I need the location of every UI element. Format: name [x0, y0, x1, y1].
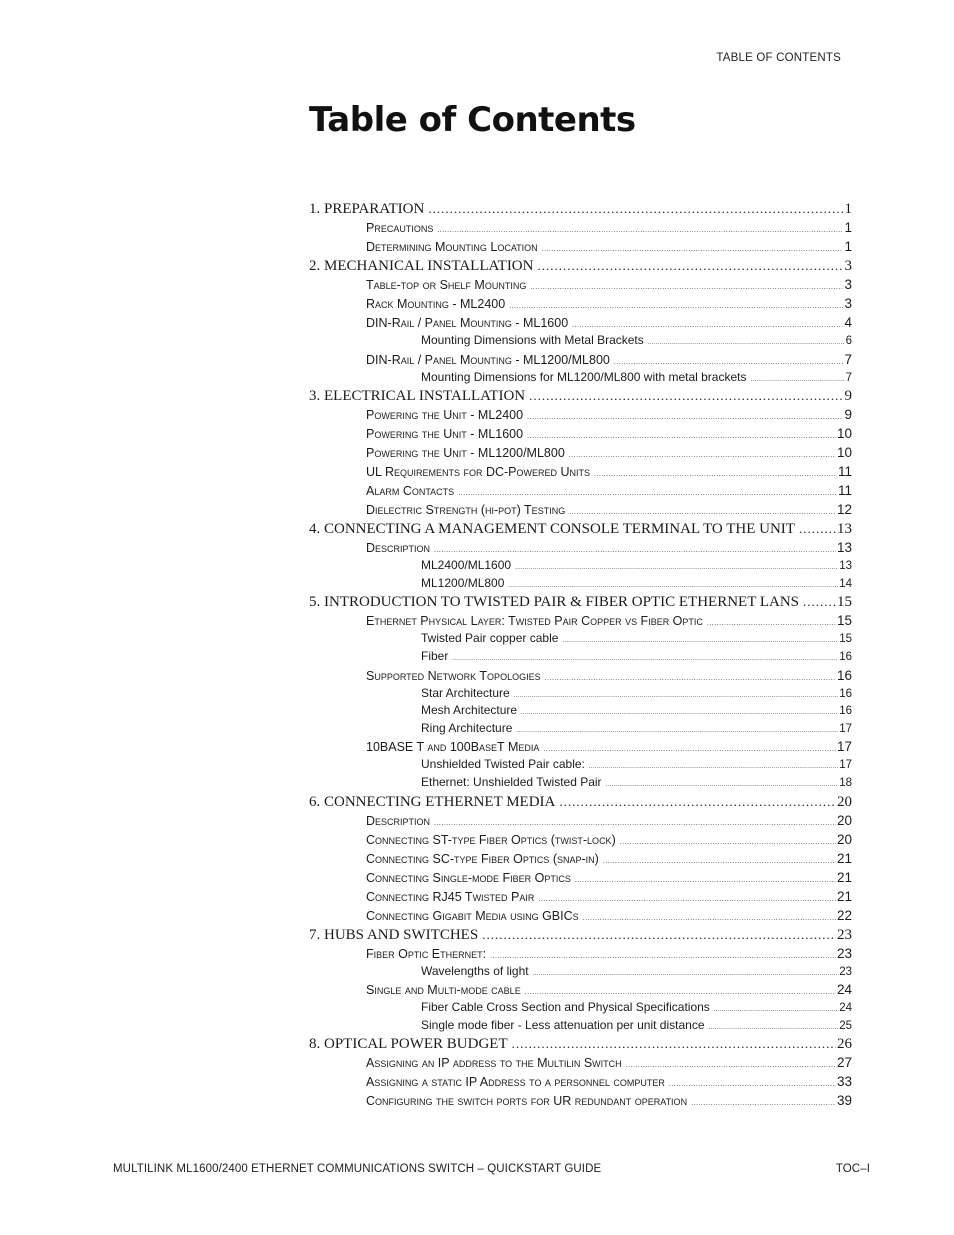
toc-dot-leader [538, 890, 836, 906]
toc-entry-label: Mounting Dimensions for ML1200/ML800 with metal brackets [421, 369, 747, 384]
toc-entry-label: Ring Architecture [421, 720, 513, 735]
toc-entry-page-number: 39 [836, 1093, 852, 1109]
toc-entry-label: Description [366, 813, 431, 828]
toc-entry-page-number: 33 [836, 1074, 852, 1090]
toc-dot-leader [428, 199, 843, 218]
toc-entry-level-3[interactable] [309, 702, 852, 720]
toc-dot-leader [803, 592, 836, 611]
toc-entry-page-number: 7 [844, 351, 852, 367]
toc-dot-leader [434, 814, 836, 830]
toc-dot-leader [509, 297, 843, 313]
toc-entry-page-number: 16 [839, 705, 852, 718]
toc-entry-label: Determining Mounting Location [366, 240, 538, 254]
toc-entry-page-number: 15 [839, 633, 852, 646]
toc-entry-page-number: 11 [837, 464, 852, 480]
toc-entry-label: 6. CONNECTING ETHERNET MEDIA [309, 793, 556, 810]
toc-entry-label: Rack Mounting - ML2400 [366, 297, 506, 311]
toc-entry-level-1[interactable] [309, 199, 852, 218]
toc-entry-page-number: 9 [844, 407, 852, 423]
toc-dot-leader [648, 335, 845, 350]
toc-entry-label: 4. CONNECTING A MANAGEMENT CONSOLE TERMINAL TO THE UNIT [309, 521, 795, 538]
toc-entry-level-2[interactable] [309, 294, 852, 313]
toc-entry-label: ML2400/ML1600 [421, 558, 512, 573]
toc-entry-page-number: 23 [836, 945, 852, 961]
toc-entry-page-number: 13 [839, 560, 852, 573]
toc-entry-level-2[interactable] [309, 830, 852, 849]
toc-entry-label: Fiber Cable Cross Section and Physical Specifications [421, 1000, 710, 1015]
toc-entry-label: Connecting RJ45 Twisted Pair [366, 889, 535, 904]
toc-entry-level-3[interactable] [309, 999, 852, 1017]
toc-dot-leader [514, 688, 838, 703]
toc-entry-level-2[interactable] [309, 275, 852, 294]
toc-entry-page-number: 22 [836, 907, 852, 923]
toc-entry-label: DIN-Rail / Panel Mounting - ML1600 [366, 316, 569, 330]
toc-entry-level-1[interactable] [309, 256, 852, 275]
toc-entry-label: Supported Network Topologies [366, 668, 541, 683]
toc-entry-label: ML1200/ML800 [421, 575, 505, 590]
toc-dot-leader [542, 240, 844, 256]
toc-entry-page-number: 17 [836, 739, 852, 755]
toc-entry-label: 1. PREPARATION [309, 201, 425, 217]
toc-entry-label: Wavelengths of light [421, 963, 529, 978]
toc-entry-label: UL Requirements for DC-Powered Units [366, 465, 591, 480]
toc-entry-label: Ethernet: Unshielded Twisted Pair [421, 774, 602, 789]
toc-dot-leader [525, 983, 836, 999]
toc-dot-leader [620, 833, 836, 849]
toc-entry-page-number: 23 [837, 926, 852, 943]
toc-entry-page-number: 21 [836, 869, 852, 885]
toc-entry-label: Fiber [421, 648, 449, 663]
toc-entry-label: Assigning a static IP Address to a personnel computer [366, 1075, 665, 1090]
toc-entry-page-number: 11 [837, 483, 852, 499]
toc-entry-level-3[interactable] [309, 774, 852, 792]
toc-dot-leader [589, 759, 838, 774]
toc-entry-level-2[interactable] [309, 1091, 852, 1110]
toc-entry-label: Connecting Single-mode Fiber Optics [366, 870, 571, 885]
footer-document-title: MULTILINK ML1600/2400 ETHERNET COMMUNICATIONS SWITCH – QUICKSTART GUIDE [113, 1163, 602, 1175]
toc-entry-page-number: 20 [836, 812, 852, 828]
toc-entry-label: Unshielded Twisted Pair cable: [421, 757, 585, 772]
toc-entry-level-2[interactable] [309, 980, 852, 999]
toc-entry-label: 7. HUBS AND SWITCHES [309, 926, 479, 943]
toc-entry-label: Twisted Pair copper cable [421, 631, 559, 646]
toc-dot-leader [569, 446, 836, 462]
table-of-contents [309, 199, 852, 1110]
toc-entry-level-2[interactable] [309, 405, 852, 424]
toc-dot-leader [559, 792, 836, 811]
toc-dot-leader [458, 484, 837, 500]
toc-entry-level-2[interactable] [309, 666, 852, 685]
toc-entry-label: Powering the Unit - ML1600 [366, 427, 524, 442]
toc-dot-leader [575, 871, 836, 887]
toc-entry-level-3[interactable] [309, 630, 852, 648]
toc-entry-page-number: 24 [839, 1002, 852, 1015]
toc-entry-page-number: 3 [844, 277, 852, 292]
toc-entry-page-number: 20 [836, 831, 852, 847]
toc-dot-leader [545, 669, 836, 685]
toc-entry-page-number: 9 [844, 388, 852, 405]
toc-dot-leader [530, 278, 843, 294]
page-title: Table of Contents [309, 100, 636, 140]
toc-entry-page-number: 6 [845, 335, 852, 347]
toc-entry-label: 3. ELECTRICAL INSTALLATION [309, 388, 526, 405]
toc-entry-label: 2. MECHANICAL INSTALLATION [309, 258, 534, 274]
toc-entry-page-number: 1 [844, 201, 852, 217]
toc-entry-label: Powering the Unit - ML2400 [366, 408, 524, 423]
toc-entry-page-number: 21 [836, 888, 852, 904]
toc-dot-leader [533, 966, 839, 981]
toc-entry-level-3[interactable] [309, 575, 852, 593]
toc-entry-page-number: 16 [839, 687, 852, 700]
toc-entry-label: Alarm Contacts [366, 484, 455, 499]
toc-entry-label: Mounting Dimensions with Metal Brackets [421, 333, 644, 347]
toc-entry-label: Connecting SC-type Fiber Optics (snap-in) [366, 851, 599, 866]
toc-entry-level-2[interactable] [309, 424, 852, 443]
running-header: TABLE OF CONTENTS [716, 52, 841, 64]
toc-entry-page-number: 7 [845, 371, 852, 384]
toc-entry-label: 10BASE T and 100BaseT Media [366, 740, 540, 755]
toc-dot-leader [527, 427, 836, 443]
toc-entry-page-number: 4 [844, 315, 852, 330]
toc-dot-leader [691, 1094, 836, 1110]
toc-entry-label: Table-top or Shelf Mounting [366, 278, 527, 292]
toc-entry-label: Precautions [366, 221, 434, 235]
toc-dot-leader [751, 372, 845, 387]
toc-entry-page-number: 3 [844, 296, 852, 311]
toc-entry-label: 5. INTRODUCTION TO TWISTED PAIR & FIBER OPTIC ETHERNET LANS [309, 594, 800, 611]
toc-entry-level-2[interactable] [309, 462, 852, 481]
toc-entry-page-number: 10 [836, 445, 852, 461]
toc-dot-leader [707, 614, 836, 630]
toc-entry-level-3[interactable] [309, 557, 852, 575]
toc-entry-level-2[interactable] [309, 481, 852, 500]
toc-entry-level-2[interactable] [309, 218, 852, 237]
toc-entry-label: Connecting Gigabit Media using GBICs [366, 908, 579, 923]
toc-entry-level-2[interactable] [309, 849, 852, 868]
toc-entry-level-2[interactable] [309, 906, 852, 925]
toc-entry-level-2[interactable] [309, 944, 852, 963]
toc-entry-page-number: 27 [836, 1055, 852, 1071]
running-footer [113, 1163, 870, 1175]
toc-entry-page-number: 1 [844, 220, 852, 235]
toc-entry-level-3[interactable] [309, 963, 852, 981]
toc-entry-page-number: 13 [837, 521, 852, 538]
toc-entry-label: 8. OPTICAL POWER BUDGET [309, 1036, 508, 1053]
toc-dot-leader [669, 1075, 836, 1091]
toc-entry-level-2[interactable] [309, 313, 852, 332]
toc-entry-label: Dielectric Strength (hi-pot) Testing [366, 503, 566, 518]
toc-dot-leader [515, 560, 838, 575]
toc-dot-leader [562, 633, 838, 648]
toc-entry-page-number: 15 [837, 594, 852, 611]
toc-dot-leader [603, 852, 836, 868]
toc-entry-level-1[interactable] [309, 592, 852, 611]
toc-dot-leader [799, 519, 836, 538]
toc-entry-level-2[interactable] [309, 350, 852, 369]
toc-entry-label: Single mode fiber - Less attenuation per unit distance [421, 1017, 705, 1032]
toc-dot-leader [490, 947, 836, 963]
toc-entry-level-3[interactable] [309, 332, 852, 350]
footer-page-label: TOC–I [835, 1163, 870, 1175]
toc-entry-label: Single and Multi-mode cable [366, 983, 521, 998]
toc-dot-leader [626, 1056, 836, 1072]
toc-entry-level-2[interactable] [309, 1053, 852, 1072]
toc-entry-page-number: 17 [839, 722, 852, 735]
toc-entry-page-number: 15 [836, 613, 852, 629]
toc-entry-page-number: 26 [837, 1036, 852, 1053]
toc-entry-label: Assigning an IP address to the Multilin Switch [366, 1056, 622, 1071]
toc-dot-leader [614, 353, 844, 369]
toc-dot-leader [543, 740, 836, 756]
toc-entry-page-number: 18 [839, 776, 852, 789]
toc-entry-level-2[interactable] [309, 443, 852, 462]
toc-dot-leader [512, 1034, 836, 1053]
toc-dot-leader [583, 909, 836, 925]
toc-entry-page-number: 20 [837, 793, 852, 810]
toc-dot-leader [572, 316, 843, 332]
toc-entry-level-3[interactable] [309, 685, 852, 703]
toc-entry-label: Powering the Unit - ML1200/ML800 [366, 446, 565, 461]
toc-dot-leader [527, 408, 843, 424]
toc-entry-level-3[interactable] [309, 369, 852, 387]
toc-entry-level-3[interactable] [309, 720, 852, 738]
toc-entry-page-number: 1 [844, 239, 852, 254]
toc-dot-leader [437, 221, 843, 237]
toc-entry-level-2[interactable] [309, 500, 852, 519]
toc-entry-level-1[interactable] [309, 519, 852, 538]
toc-entry-label: Configuring the switch ports for UR redundant operation [366, 1094, 688, 1109]
toc-entry-page-number: 3 [844, 258, 852, 274]
toc-entry-page-number: 13 [836, 540, 852, 556]
toc-dot-leader [521, 705, 838, 720]
toc-entry-page-number: 16 [836, 667, 852, 683]
toc-entry-level-2[interactable] [309, 237, 852, 256]
toc-entry-level-2[interactable] [309, 811, 852, 830]
toc-dot-leader [452, 651, 838, 666]
toc-entry-label: Description [366, 541, 431, 556]
toc-entry-level-1[interactable] [309, 386, 852, 405]
toc-entry-page-number: 10 [836, 426, 852, 442]
toc-entry-level-2[interactable] [309, 1072, 852, 1091]
toc-entry-level-2[interactable] [309, 737, 852, 756]
toc-entry-level-2[interactable] [309, 611, 852, 630]
toc-dot-leader [714, 1002, 838, 1017]
toc-entry-level-3[interactable] [309, 648, 852, 666]
toc-dot-leader [537, 256, 843, 275]
toc-entry-label: DIN-Rail / Panel Mounting - ML1200/ML800 [366, 352, 610, 367]
toc-entry-level-2[interactable] [309, 868, 852, 887]
toc-dot-leader [569, 503, 836, 519]
toc-entry-level-2[interactable] [309, 538, 852, 557]
toc-entry-page-number: 14 [839, 577, 852, 590]
toc-entry-level-1[interactable] [309, 925, 852, 944]
toc-dot-leader [709, 1020, 839, 1035]
toc-entry-level-3[interactable] [309, 1017, 852, 1035]
toc-dot-leader [606, 777, 839, 792]
toc-entry-page-number: 21 [836, 850, 852, 866]
toc-dot-leader [508, 578, 838, 593]
toc-entry-page-number: 25 [839, 1019, 852, 1032]
toc-entry-page-number: 16 [839, 650, 852, 663]
toc-entry-level-2[interactable] [309, 887, 852, 906]
toc-dot-leader [434, 541, 836, 557]
toc-entry-level-1[interactable] [309, 792, 852, 811]
toc-entry-page-number: 17 [839, 759, 852, 772]
toc-dot-leader [594, 465, 837, 481]
toc-entry-label: Ethernet Physical Layer: Twisted Pair Copper vs Fiber Optic [366, 614, 703, 629]
toc-entry-level-1[interactable] [309, 1034, 852, 1053]
toc-dot-leader [529, 386, 843, 405]
toc-dot-leader [482, 925, 836, 944]
toc-entry-label: Fiber Optic Ethernet: [366, 946, 487, 961]
toc-dot-leader [516, 723, 838, 738]
toc-entry-page-number: 24 [836, 982, 852, 998]
toc-entry-page-number: 23 [839, 965, 852, 978]
toc-entry-label: Connecting ST-type Fiber Optics (twist-lock) [366, 832, 616, 847]
toc-entry-page-number: 12 [836, 502, 852, 518]
toc-entry-label: Mesh Architecture [421, 703, 518, 718]
toc-entry-level-3[interactable] [309, 756, 852, 774]
toc-entry-label: Star Architecture [421, 685, 510, 700]
